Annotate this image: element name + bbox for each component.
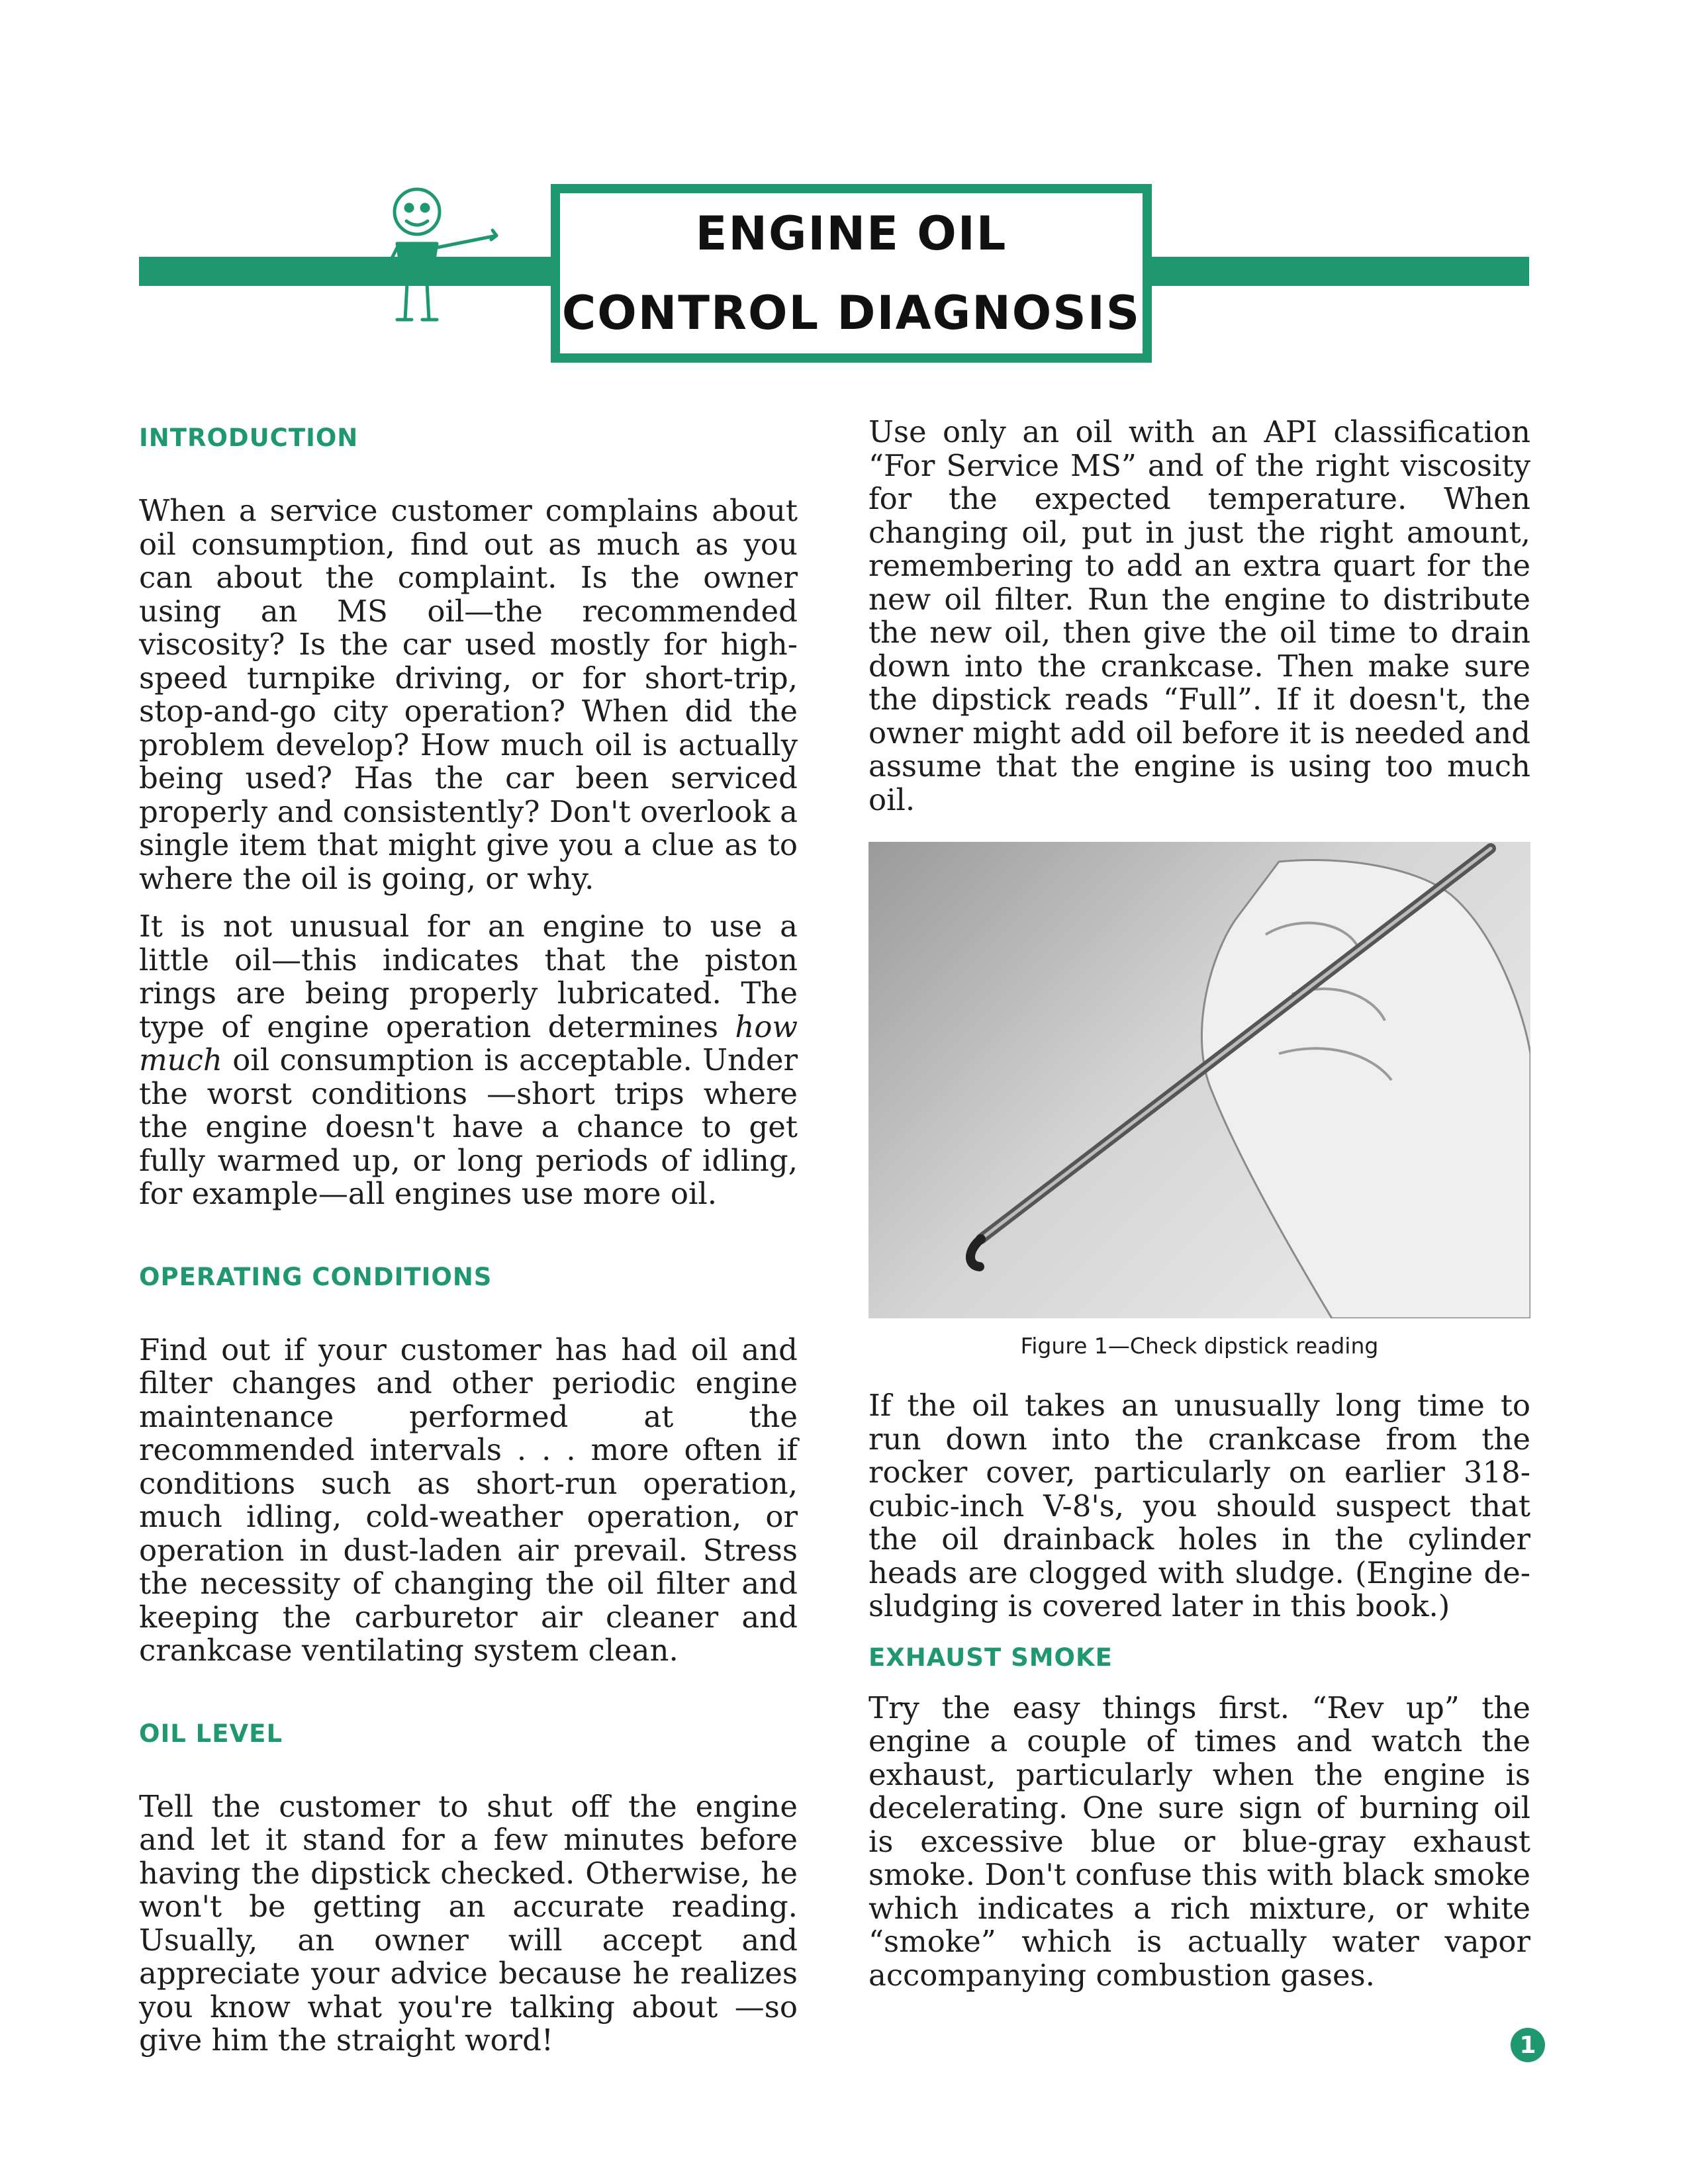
page-title-line-1: ENGINE OIL — [695, 206, 1008, 261]
pointing-mascot-icon — [371, 184, 503, 330]
introduction-heading: INTRODUCTION — [139, 424, 359, 452]
operating-conditions-heading: OPERATING CONDITIONS — [139, 1262, 492, 1291]
dipstick-photo — [868, 842, 1530, 1318]
page-title-line-2: CONTROL DIAGNOSIS — [561, 286, 1141, 340]
operating-conditions-paragraph: Find out if your customer has had oil and filter changes and other periodic engine maintenance performed at the recommended intervals . . . more often if conditions such as short-run operation, much idling, cold-weather operation, or operation in dust-laden air prevail. Stress the necessity of changing the oil filter and keeping the carburetor air cleaner and crankcase ventilating system clean. — [139, 1332, 798, 1668]
oil-drainback-paragraph: If the oil takes an unusually long time to run down into the crankcase from the rocker cover, particularly on earlier 318-cubic-inch V-8's, you should suspect that the oil drainback holes in the cylinder heads are clogged with sludge. (Engine de-sludging is covered later in this book.) — [868, 1388, 1530, 1623]
introduction-paragraph-2: It is not unusual for an engine to use a little oil—this indicates that the piston rings are being properly lubricated. The type of engine operation determines how much oil consumption is acceptable. Under the worst conditions —short trips where the engine doesn't have a chance to get fully warmed up, or long periods of idling, for example—all engines use more oil. — [139, 909, 798, 1211]
page-number-badge: 1 — [1511, 2028, 1545, 2062]
right-column — [868, 414, 1530, 1993]
oil-level-paragraph: Tell the customer to shut off the engine and let it stand for a few minutes before having the dipstick checked. Otherwise, he won't be getting an accurate reading. Usually, an owner will accept and appreciate your advice because he realizes you know what you're talking about —so give him the straight word! — [139, 1788, 798, 2058]
oil-level-heading: OIL LEVEL — [139, 1719, 283, 1748]
introduction-paragraph-1: When a service customer complains about oil consumption, find out as much as you can about the complaint. Is the owner using an MS oil—the recommended viscosity? Is the car used mostly for high-speed turnpike driving, or for short-trip, stop-and-go city operation? When did the problem develop? How much oil is actually being used? Has the car been serviced properly and consistently? Don't overlook a single item that might give you a clue as to where the oil is going, or why. — [139, 493, 798, 896]
figure-caption: Figure 1—Check dipstick reading — [1020, 1333, 1379, 1359]
exhaust-smoke-heading: EXHAUST SMOKE — [868, 1643, 1113, 1672]
title-box — [551, 184, 1152, 363]
oil-classification-paragraph: Use only an oil with an API classification “For Service MS” and of the right viscosity for the expected temperature. When changing oil, put in just the right amount, remembering to add an extra quart for the new oil filter. Run the engine to distribute the new oil, then give the oil time to drain down into the crankcase. Then make sure the dipstick reads “Full”. If it doesn't, the owner might add oil before it is needed and assume that the engine is using too much oil. — [868, 414, 1530, 817]
left-column — [139, 424, 798, 2058]
exhaust-smoke-paragraph: Try the easy things first. “Rev up” the engine a couple of times and watch the exhaust, particularly when the engine is decelerating. One sure sign of burning oil is excessive blue or blue-gray exhaust smoke. Don't confuse this with black smoke which indicates a rich mixture, or white “smoke” which is actually water vapor accompanying combustion gases. — [868, 1690, 1530, 1993]
hand-holding-dipstick-image — [868, 842, 1530, 1318]
